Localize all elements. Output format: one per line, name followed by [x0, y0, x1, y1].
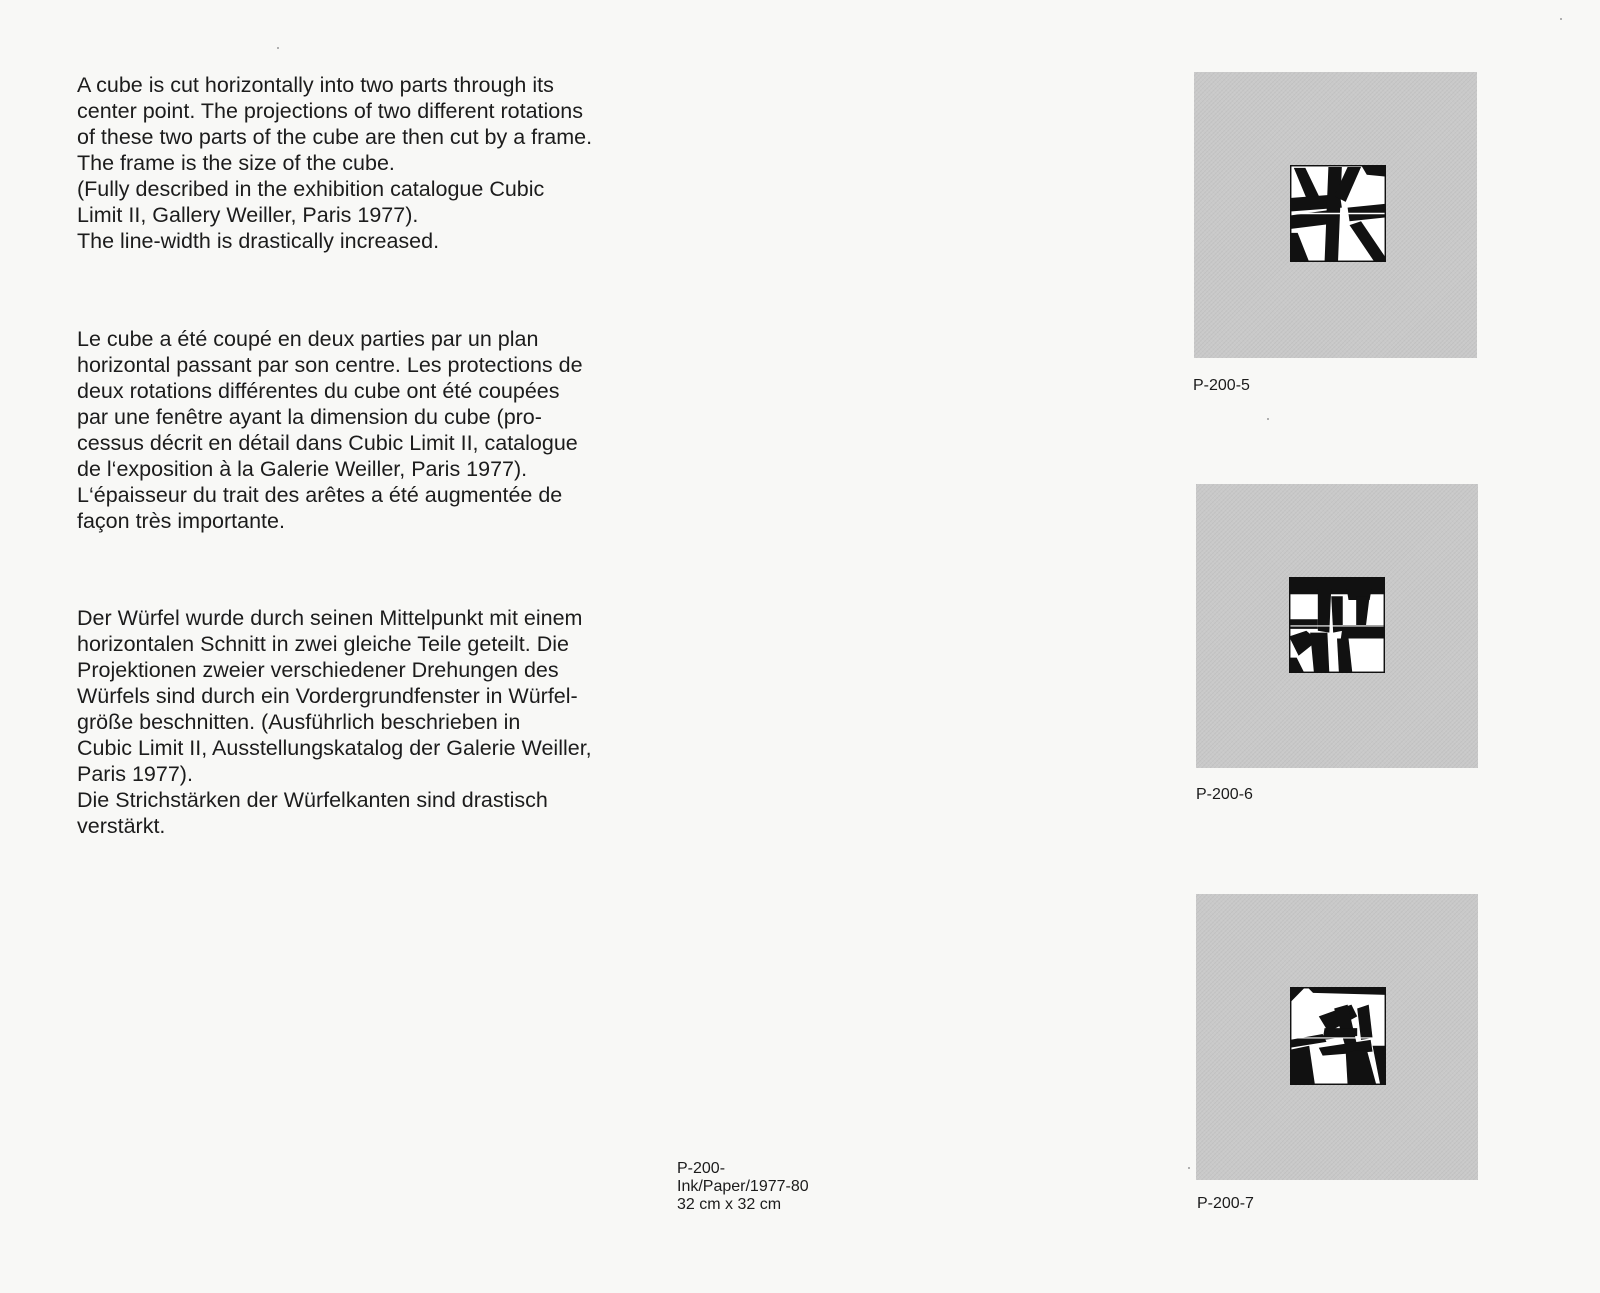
paper-speck [1560, 18, 1562, 20]
english-description-text: A cube is cut horizontally into two parts through its center point. The projections of two different rotations of these two parts of the cube are then cut by a frame. The frame is the size of the cube. (Fully described in the exhibition catalogue Cubic Limit II, Gallery Weiller, Paris 1977). The line-width is drastically increased. [77, 73, 593, 253]
paper-speck [1267, 418, 1269, 420]
german-description [77, 605, 647, 839]
paper-speck [277, 47, 279, 49]
artwork-p-200-6 [1289, 577, 1385, 673]
plate-label-p-200-6: P-200-6 [1196, 786, 1253, 803]
artwork-p-200-5-drawing [1290, 165, 1386, 262]
plate-label-p-200-7: P-200-7 [1197, 1195, 1254, 1212]
artwork-p-200-5 [1290, 165, 1386, 262]
paper-speck [1188, 1167, 1190, 1169]
caption-dimensions: 32 cm x 32 cm [677, 1196, 782, 1213]
caption-series: P-200- [677, 1160, 726, 1177]
artwork-p-200-6-drawing [1289, 577, 1385, 673]
artwork-p-200-7-drawing [1290, 987, 1386, 1085]
work-caption [677, 1160, 809, 1214]
plate-label-p-200-5: P-200-5 [1193, 377, 1250, 394]
english-description [77, 72, 647, 254]
french-description [77, 326, 647, 534]
caption-medium: Ink/Paper/1977-80 [677, 1178, 809, 1195]
german-description-text: Der Würfel wurde durch seinen Mittelpunkt mit einem horizontalen Schnitt in zwei gleiche Teile geteilt. Die Projektionen zweier verschiedener Drehungen des Würfels sind durch ein Vordergrundfenster in Würfel- größe beschnitten. (Ausführlich beschrieben in Cubic Limit II, Ausstellungskatalog der Galerie Weiller, Paris 1977). Die Strichstärken der Würfelkanten sind drastisch verstärkt. [77, 606, 592, 838]
french-description-text: Le cube a été coupé en deux parties par un plan horizontal passant par son centre. Les protections de deux rotations différentes du cube ont été coupées par une fenêtre ayant la dimension du cube (pro- cessus décrit en détail dans Cubic Limit II, catalogue de l‘exposition à la Galerie Weiller, Paris 1977). L‘épaisseur du trait des arêtes a été augmentée de façon très importante. [77, 327, 583, 533]
artwork-p-200-7 [1290, 987, 1386, 1085]
